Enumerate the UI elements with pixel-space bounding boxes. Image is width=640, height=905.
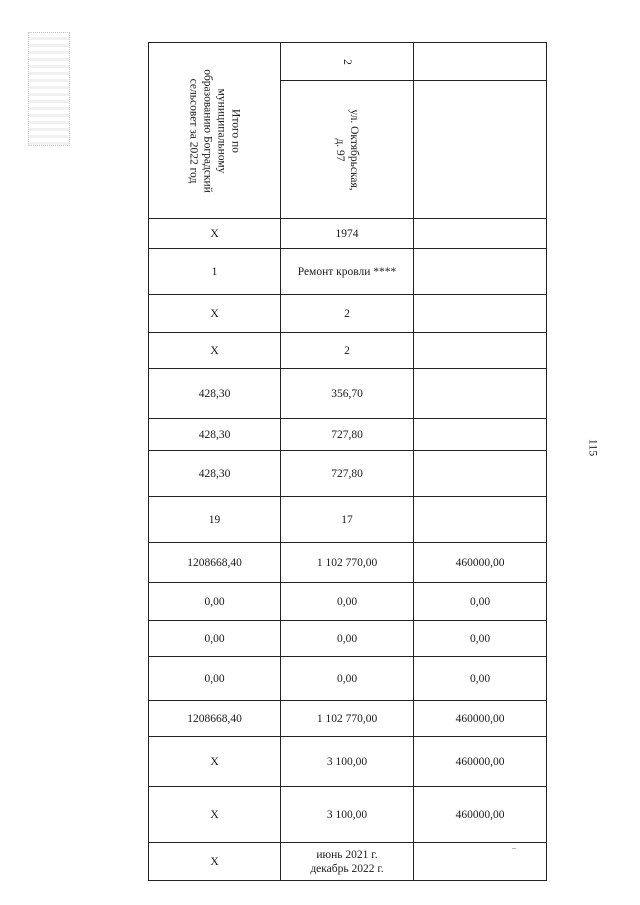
total-cell: 0,00 [149, 657, 281, 701]
total-cell: 428,30 [149, 451, 281, 497]
total-cell: 428,30 [149, 419, 281, 451]
table-row [149, 451, 547, 497]
total-cell: X [149, 843, 281, 881]
scan-artifact [512, 848, 516, 849]
table-row [149, 843, 547, 881]
header-address-cell [281, 81, 414, 219]
table-row [149, 419, 547, 451]
col3-cell [414, 843, 547, 881]
table-row [149, 369, 547, 419]
total-cell: X [149, 333, 281, 369]
header-column-number-cell [281, 43, 414, 81]
header-address: ул. Октябрьская, д. 97 [334, 108, 360, 191]
header-empty-cell [414, 43, 547, 81]
col2-cell: 356,70 [281, 369, 414, 419]
total-cell: 19 [149, 497, 281, 543]
col2-cell: 1 102 770,00 [281, 543, 414, 583]
table-row [149, 295, 547, 333]
table-row [149, 583, 547, 621]
total-cell: X [149, 787, 281, 843]
col2-cell: 3 100,00 [281, 737, 414, 787]
col2-cell: 0,00 [281, 621, 414, 657]
total-cell: 428,30 [149, 369, 281, 419]
header-total-label: Итого по муниципальному образованию Боградский сельсовет за 2022 год [187, 68, 242, 193]
table-row [149, 787, 547, 843]
col3-cell [414, 369, 547, 419]
col3-cell: 460000,00 [414, 701, 547, 737]
col3-cell [414, 249, 547, 295]
col3-cell: 0,00 [414, 657, 547, 701]
col3-cell [414, 497, 547, 543]
col2-cell: 2 [281, 295, 414, 333]
col3-cell: 0,00 [414, 583, 547, 621]
table-row [149, 621, 547, 657]
col3-cell [414, 451, 547, 497]
table-row [149, 333, 547, 369]
table-row [149, 543, 547, 583]
data-table [148, 42, 547, 881]
col3-cell [414, 295, 547, 333]
col2-cell: 1974 [281, 219, 414, 249]
col3-cell: 0,00 [414, 621, 547, 657]
total-cell: 1208668,40 [149, 543, 281, 583]
col3-cell: 460000,00 [414, 543, 547, 583]
col2-cell: 727,80 [281, 419, 414, 451]
col2-cell: 1 102 770,00 [281, 701, 414, 737]
stamp-mark [28, 32, 70, 146]
table-row [149, 701, 547, 737]
total-cell: 1 [149, 249, 281, 295]
col2-cell: 0,00 [281, 657, 414, 701]
header-row-top [149, 43, 547, 81]
col3-cell [414, 219, 547, 249]
col2-cell: Ремонт кровли **** [281, 249, 414, 295]
header-column-number: 2 [341, 58, 353, 65]
page-number: 115 [586, 438, 601, 457]
table-row [149, 657, 547, 701]
col2-cell: июнь 2021 г. декабрь 2022 г. [281, 843, 414, 881]
total-cell: 0,00 [149, 621, 281, 657]
col3-cell [414, 333, 547, 369]
col2-cell: 2 [281, 333, 414, 369]
table-row [149, 249, 547, 295]
table-row [149, 497, 547, 543]
header-total-cell [149, 43, 281, 219]
col3-cell: 460000,00 [414, 787, 547, 843]
total-cell: 1208668,40 [149, 701, 281, 737]
header-address-empty-cell [414, 81, 547, 219]
col3-cell: 460000,00 [414, 737, 547, 787]
col2-cell: 17 [281, 497, 414, 543]
total-cell: X [149, 295, 281, 333]
total-cell: X [149, 737, 281, 787]
total-cell: X [149, 219, 281, 249]
table-row [149, 737, 547, 787]
table-row [149, 219, 547, 249]
col2-cell: 0,00 [281, 583, 414, 621]
col2-cell: 3 100,00 [281, 787, 414, 843]
total-cell: 0,00 [149, 583, 281, 621]
col2-cell: 727,80 [281, 451, 414, 497]
col3-cell [414, 419, 547, 451]
